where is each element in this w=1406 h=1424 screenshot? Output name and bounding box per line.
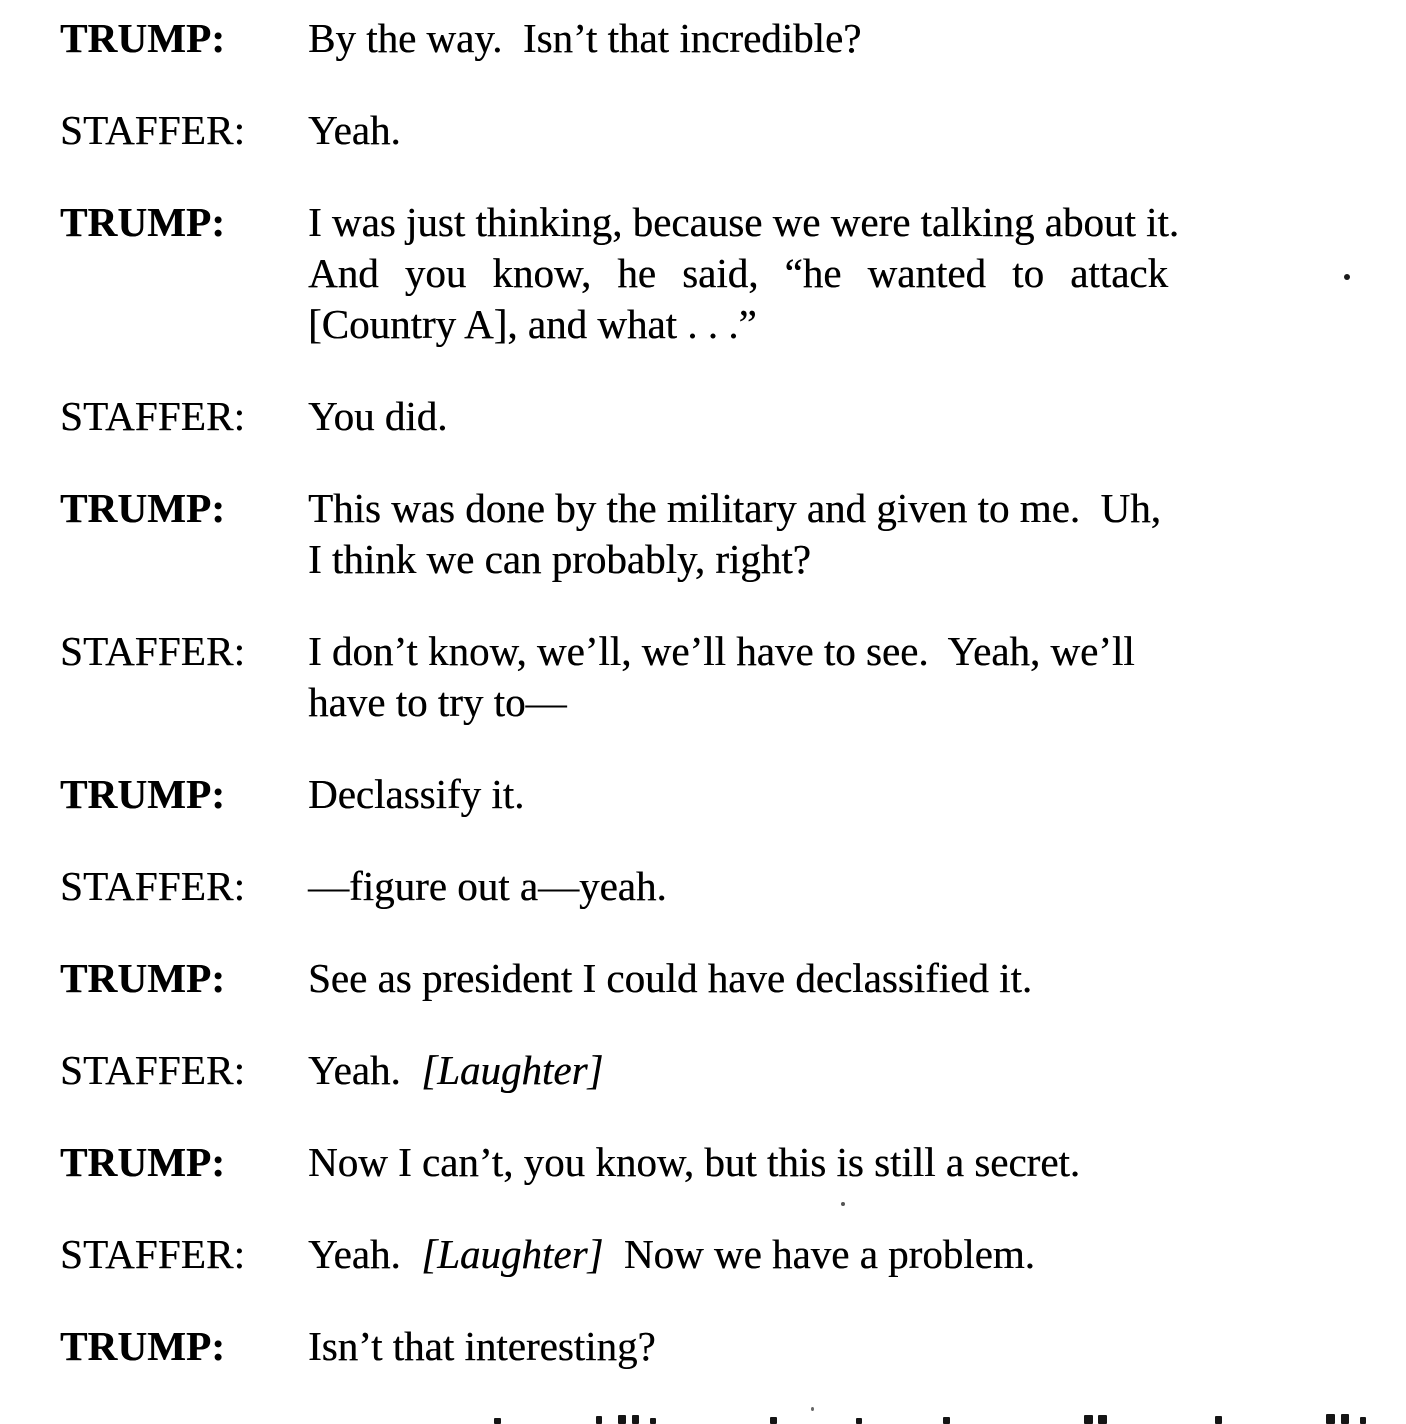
dialogue-text: You did. — [308, 393, 448, 439]
dialogue-text: I don’t know, we’ll, we’ll have to see. Yeah, we’ll — [308, 628, 1135, 674]
dialogue-text: This was done by the military and given to me. Uh, — [308, 485, 1161, 531]
cutoff-text-fragment — [1215, 1416, 1222, 1424]
utterance-text — [308, 391, 1168, 442]
dialogue-text: By the way. Isn’t that incredible? — [308, 15, 862, 61]
utterance-text — [308, 483, 1168, 585]
dialogue-text: have to try to— — [308, 679, 567, 725]
utterance-text — [308, 626, 1168, 728]
dialogue-text: Yeah. — [308, 1047, 422, 1093]
speaker-label: STAFFER: — [60, 107, 246, 153]
transcript-row — [60, 1045, 1406, 1096]
transcript-row — [60, 483, 1406, 585]
utterance-line — [308, 1045, 1168, 1096]
transcript-row — [60, 1321, 1406, 1372]
dialogue-text: [Country A], and what . . .” — [308, 301, 757, 347]
utterance-text — [308, 105, 1168, 156]
speaker-label: STAFFER: — [60, 863, 246, 909]
transcript-row — [60, 861, 1406, 912]
transcript-row — [60, 626, 1406, 728]
dialogue-text: Yeah. — [308, 1231, 422, 1277]
dialogue-text: —figure out a—yeah. — [308, 863, 667, 909]
cutoff-text-fragment — [1084, 1415, 1093, 1424]
transcript-row — [60, 1137, 1406, 1188]
utterance-line — [308, 391, 1168, 442]
utterance-line — [308, 534, 1168, 585]
dialogue-text: I think we can probably, right? — [308, 536, 811, 582]
cutoff-text-fragment — [650, 1418, 656, 1424]
dialogue-text: Isn’t that interesting? — [308, 1323, 656, 1369]
utterance-line — [308, 248, 1168, 299]
transcript — [60, 13, 1406, 1372]
utterance-line — [308, 769, 1168, 820]
stage-direction: [Laughter] — [421, 1231, 604, 1277]
utterance-line — [308, 197, 1180, 248]
cutoff-text-fragment — [856, 1418, 862, 1424]
speaker-label: TRUMP: — [60, 1139, 226, 1185]
utterance-line — [308, 299, 1168, 350]
transcript-row — [60, 13, 1406, 64]
cutoff-text-fragment — [770, 1417, 777, 1424]
transcript-row — [60, 1229, 1406, 1280]
utterance-text — [308, 953, 1168, 1004]
scan-noise-dot — [811, 1407, 814, 1411]
speaker-label: TRUMP: — [60, 1323, 226, 1369]
cutoff-text-fragment — [1341, 1414, 1349, 1424]
cutoff-text-fragment — [632, 1415, 639, 1424]
transcript-row — [60, 391, 1406, 442]
transcript-row — [60, 953, 1406, 1004]
cutoff-text-fragment — [1098, 1415, 1107, 1424]
utterance-text — [308, 861, 1168, 912]
speaker-label: TRUMP: — [60, 955, 226, 1001]
cutoff-text-fragment — [618, 1415, 626, 1424]
dialogue-text: Declassify it. — [308, 771, 525, 817]
dialogue-text: Now we have a problem. — [603, 1231, 1035, 1277]
cutoff-text-fragment — [596, 1416, 602, 1424]
speaker-label: STAFFER: — [60, 393, 246, 439]
utterance-line — [308, 483, 1168, 534]
utterance-line — [308, 1137, 1168, 1188]
utterance-text — [308, 13, 1168, 64]
utterance-line — [308, 626, 1168, 677]
utterance-text — [308, 197, 1180, 350]
dialogue-text: Now I can’t, you know, but this is still a secret. — [308, 1139, 1081, 1185]
speaker-label: STAFFER: — [60, 1231, 246, 1277]
utterance-line — [308, 105, 1168, 156]
cutoff-text-fragment — [1360, 1417, 1366, 1424]
utterance-text — [308, 1045, 1168, 1096]
cutoff-text-fragment — [943, 1417, 950, 1424]
dialogue-text: And you know, he said, “he wanted to attack — [308, 250, 1168, 296]
speaker-label: TRUMP: — [60, 199, 226, 245]
utterance-line — [308, 1229, 1168, 1280]
transcript-row — [60, 105, 1406, 156]
transcript-row — [60, 769, 1406, 820]
utterance-text — [308, 1137, 1168, 1188]
speaker-label: STAFFER: — [60, 1047, 246, 1093]
speaker-label: TRUMP: — [60, 485, 226, 531]
dialogue-text: Yeah. — [308, 107, 401, 153]
speaker-label: TRUMP: — [60, 15, 226, 61]
dialogue-text: See as president I could have declassified it. — [308, 955, 1033, 1001]
scan-noise-dot — [841, 1202, 845, 1206]
utterance-line — [308, 677, 1168, 728]
speaker-label: TRUMP: — [60, 771, 226, 817]
utterance-text — [308, 769, 1168, 820]
utterance-text — [308, 1321, 1168, 1372]
utterance-line — [308, 861, 1168, 912]
scan-noise-dot — [1344, 274, 1350, 280]
utterance-text — [308, 1229, 1168, 1280]
utterance-line — [308, 1321, 1168, 1372]
cutoff-text-fragment — [1326, 1414, 1335, 1424]
utterance-line — [308, 953, 1168, 1004]
stage-direction: [Laughter] — [421, 1047, 604, 1093]
dialogue-text: I was just thinking, because we were talking about it. — [308, 199, 1180, 245]
utterance-line — [308, 13, 1168, 64]
cutoff-text-fragment — [494, 1418, 501, 1424]
speaker-label: STAFFER: — [60, 628, 246, 674]
transcript-row — [60, 197, 1406, 350]
